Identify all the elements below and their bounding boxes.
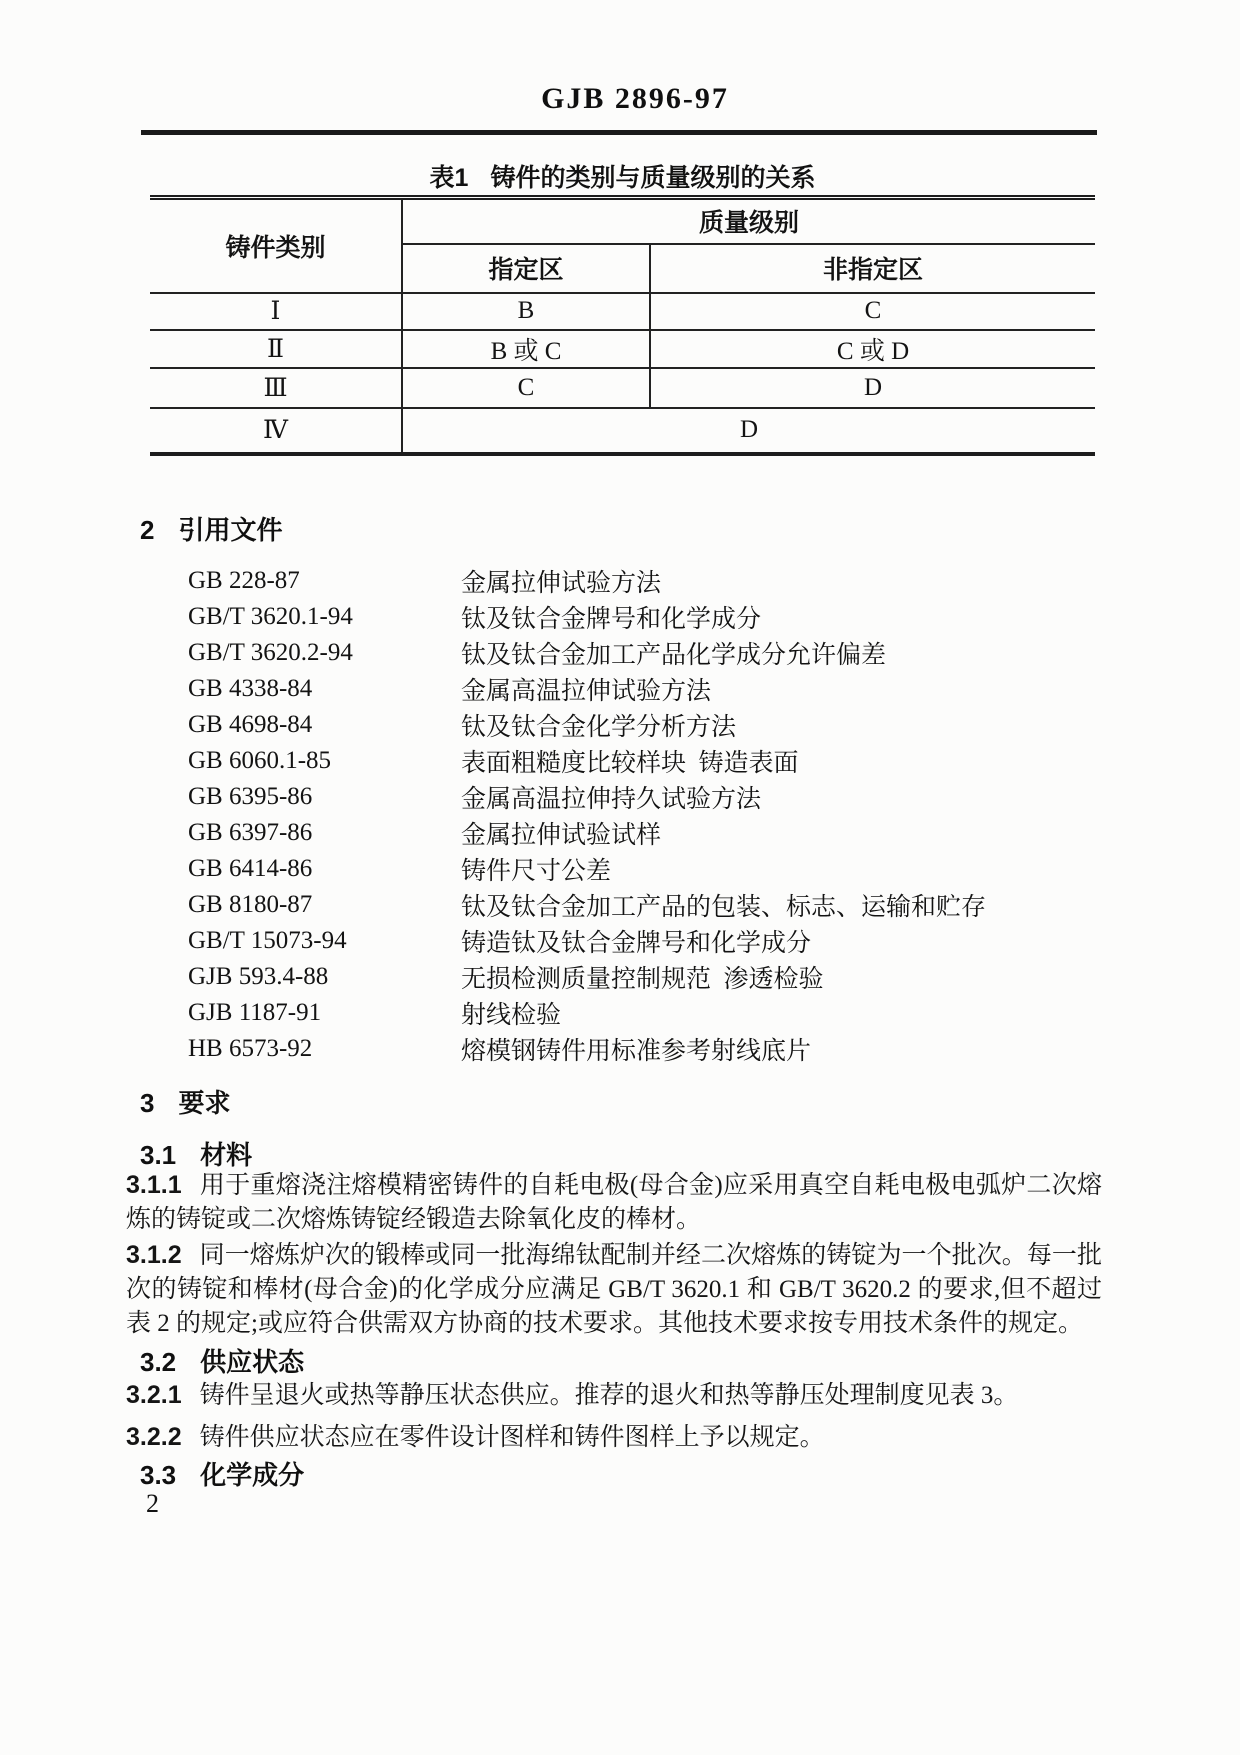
non-designated-cell: D [650,368,1095,408]
ref-code: GB 6060.1-85 [188,747,332,774]
section3-3-title: 化学成分 [200,1460,305,1490]
section3-2-title: 供应状态 [200,1347,305,1377]
ref-code: GB/T 15073-94 [188,927,347,954]
ref-title: 钛及钛合金化学分析方法 [461,714,737,741]
reference-row [188,599,1118,635]
clause-3-2-2-text: 铸件供应状态应在零件设计图样和铸件图样上予以规定。 [199,1424,825,1451]
ref-title: 铸造钛及钛合金牌号和化学成分 [461,930,812,957]
section3-heading [140,1083,1110,1120]
clause-3-1-1-number: 3.1.1 [126,1171,182,1199]
doc-number: GJB 2896-97 [541,82,729,115]
clause-3-1-2-text: 同一熔炼炉次的锻棒或同一批海绵钛配制并经二次熔炼的铸锭为一个批次。每一批次的铸锭和棒材(母合金)的化学成分应满足 GB/T 3620.1 和 GB/T 3620.2 的要求,但不超过表 2 的规定;或应符合供需双方协商的技术要求。其他技术要求按专用技术条件的规定。 [126,1242,1102,1337]
reference-row [188,995,1118,1031]
clause-3-1-1 [126,1168,1102,1237]
section3-number: 3 [140,1088,155,1118]
category-cell: Ⅳ [150,408,402,454]
clause-3-2-2-number: 3.2.2 [126,1423,182,1451]
quality-grade-header: 质量级别 [402,198,1095,244]
table1-row-1 [150,293,1095,330]
table1-row-2 [150,330,1095,368]
ref-title: 熔模钢铸件用标准参考射线底片 [461,1038,812,1065]
table1-caption-title: 铸件的类别与质量级别的关系 [490,164,816,192]
section2-number: 2 [140,515,155,545]
section2-title: 引用文件 [178,515,283,545]
ref-title: 无损检测质量控制规范 渗透检验 [461,966,824,993]
reference-row [188,851,1118,887]
header-rule [141,130,1097,135]
ref-title: 钛及钛合金牌号和化学成分 [461,606,762,633]
ref-code: GB 4338-84 [188,675,313,702]
reference-row [188,959,1118,995]
clause-3-1-1-text: 用于重熔浇注熔模精密铸件的自耗电极(母合金)应采用真空自耗电极电弧炉二次熔炼的铸锭或二次熔炼铸锭经锻造去除氧化皮的棒材。 [126,1172,1102,1233]
ref-title: 金属拉伸试验试样 [461,822,662,849]
clause-3-2-1-number: 3.2.1 [126,1381,182,1409]
clause-3-2-2 [126,1420,1102,1455]
non-designated-cell: C 或 D [650,330,1095,368]
ref-code: GB 8180-87 [188,891,313,918]
table1-row-4 [150,408,1095,454]
merged-grade-cell: D [739,416,759,443]
section3-title: 要求 [178,1088,231,1118]
ref-title: 金属高温拉伸试验方法 [461,678,712,705]
category-cell: Ⅲ [150,368,402,408]
ref-title: 金属拉伸试验方法 [461,570,662,597]
clause-3-2-1 [126,1378,1102,1413]
reference-row [188,1031,1118,1067]
ref-code: GJB 1187-91 [188,999,322,1026]
table1-caption [150,158,1095,194]
reference-row [188,779,1118,815]
table1-row-3 [150,368,1095,408]
ref-code: GB 4698-84 [188,711,313,738]
designated-cell: C [402,368,650,408]
section3-1-heading [140,1135,1110,1172]
section3-1-title: 材料 [200,1140,253,1170]
ref-code: GB 6395-86 [188,783,313,810]
clause-3-2-1-text: 铸件呈退火或热等静压状态供应。推荐的退火和热等静压处理制度见表 3。 [199,1382,1019,1409]
table1 [150,195,1095,456]
reference-row [188,743,1118,779]
ref-title: 钛及钛合金加工产品化学成分允许偏差 [461,642,887,669]
non-designated-zone-header: 非指定区 [650,244,1095,293]
designated-cell: B [402,293,650,330]
reference-row [188,887,1118,923]
section3-2-heading [140,1342,1110,1379]
section3-3-heading [140,1455,1110,1492]
reference-row [188,671,1118,707]
designated-zone-header: 指定区 [402,244,650,293]
clause-3-1-2 [126,1238,1102,1341]
reference-row [188,635,1118,671]
ref-title: 铸件尺寸公差 [461,858,612,885]
reference-row [188,707,1118,743]
table1-caption-label: 表1 [429,164,469,192]
page-number: 2 [146,1489,159,1518]
non-designated-cell: C [650,293,1095,330]
designated-cell: B 或 C [402,330,650,368]
ref-code: GB 6414-86 [188,855,313,882]
ref-title: 表面粗糙度比较样块 铸造表面 [461,750,799,777]
clause-3-1-2-number: 3.1.2 [126,1241,182,1269]
reference-row [188,563,1118,599]
ref-title: 射线检验 [461,1002,562,1029]
reference-list [188,563,1118,1067]
section3-3-number: 3.3 [140,1460,177,1490]
ref-code: HB 6573-92 [188,1035,313,1062]
reference-row [188,923,1118,959]
section3-1-number: 3.1 [140,1140,177,1170]
ref-code: GB/T 3620.1-94 [188,603,353,630]
ref-code: GB/T 3620.2-94 [188,639,353,666]
section2-heading [140,510,1110,547]
category-cell: Ⅱ [150,330,402,368]
ref-code: GB 6397-86 [188,819,313,846]
ref-title: 钛及钛合金加工产品的包装、标志、运输和贮存 [461,894,987,921]
category-header: 铸件类别 [150,198,402,293]
category-cell: Ⅰ [150,293,402,330]
ref-code: GJB 593.4-88 [188,963,329,990]
table1-header-row-1 [150,198,1095,244]
reference-row [188,815,1118,851]
section3-2-number: 3.2 [140,1347,177,1377]
ref-code: GB 228-87 [188,567,300,594]
ref-title: 金属高温拉伸持久试验方法 [461,786,762,813]
